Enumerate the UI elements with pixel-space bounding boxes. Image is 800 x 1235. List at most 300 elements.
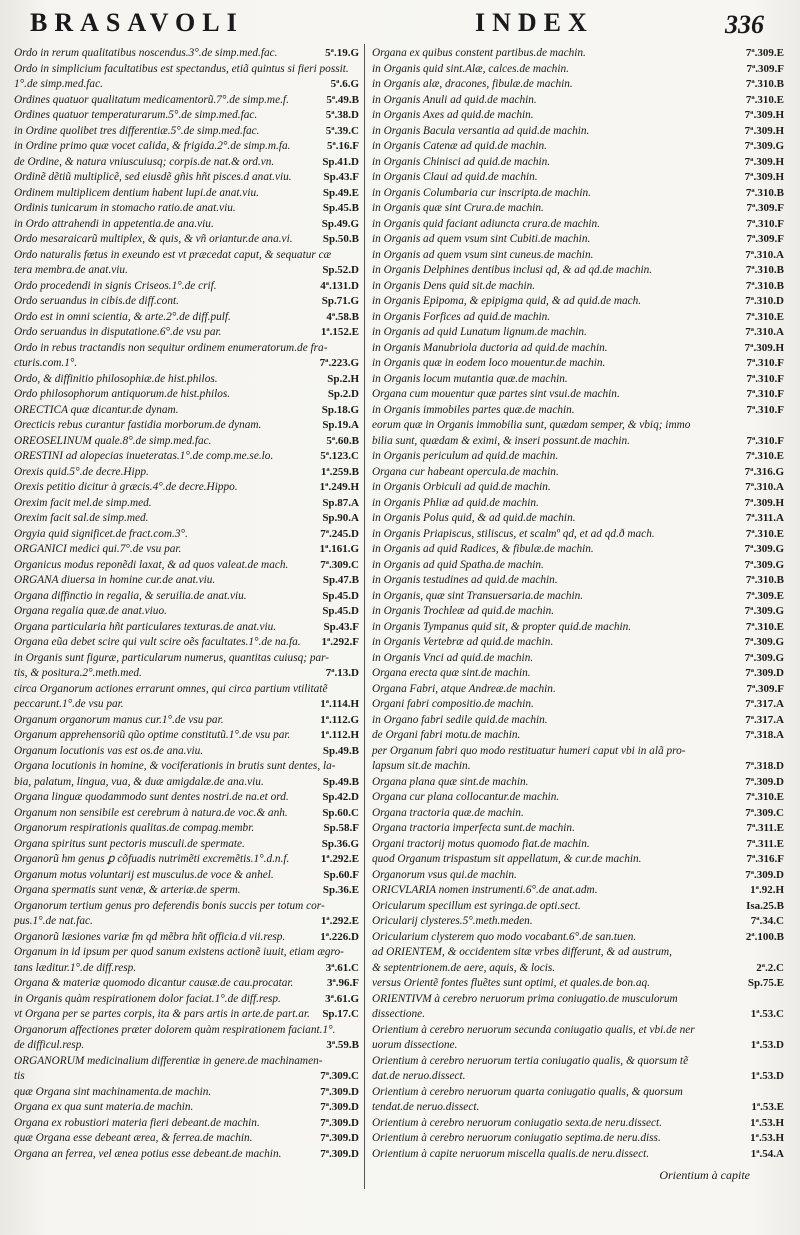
index-entry-text: in Organis Trochleæ ad quid.de machin. <box>372 605 555 617</box>
index-entry-text: Ordinẽ dẽtiũ multiplicẽ, sed eiusdẽ gñis hñt pisces.d anat.viu. <box>14 171 292 183</box>
index-entry-text: in Organis Orbiculi ad quid.de machin. <box>372 481 551 493</box>
index-entry-text: 1°.de simp.med.fac. <box>14 78 103 90</box>
index-entry <box>372 1085 784 1101</box>
index-entry-text: Orgyia quid significet.de fract.com.3°. <box>14 527 188 540</box>
index-entry <box>372 1069 784 1085</box>
index-entry-text: in Organis ad quem vsum sint Cubiti.de machin. <box>372 233 591 245</box>
index-entry-text: in Organis Catenæ ad quid.de machin. <box>372 140 547 152</box>
index-entry-text: Ordo philosophorum antiquorum.de hist.philos. <box>14 388 231 400</box>
index-entry-text: dat.de neruo.dissect. <box>372 1070 466 1082</box>
index-entry-reference: Sp.17.C <box>322 1008 359 1020</box>
index-entry-reference: 7ª.318.A <box>745 729 784 741</box>
index-entry-reference: 7ª.311.E <box>746 822 784 834</box>
index-entry <box>14 139 359 155</box>
index-entry-text: Organa cum mouentur quæ partes sint vsui.de machin. <box>372 388 620 400</box>
index-entry-text: Organorũ hm genus ꝑ cõfuadis nutrimẽti excremẽtis.1°.d.n.f. <box>14 853 290 865</box>
index-entry <box>372 201 784 217</box>
index-entry-reference: 3ª.59.B <box>326 1039 359 1051</box>
index-entry <box>372 589 784 605</box>
index-entry <box>14 1131 359 1147</box>
index-entry-reference: 7ª.309.D <box>745 667 784 679</box>
index-entry-reference: 1ª.161.G <box>319 543 359 555</box>
index-entry-text: in Organis quid faciant adiuncta crura.de machin. <box>372 217 601 230</box>
index-entry-text: tans læditur.1°.de diff.resp. <box>14 961 137 974</box>
index-entry <box>14 930 359 946</box>
index-entry-text: Organa locutionis in homine, & vociferationis in brutis sunt dentes, la- <box>14 760 336 772</box>
index-entry-reference: 7ª.309.C <box>320 558 359 571</box>
index-entry-text: Ordo est in omni scientia, & arte.2°.de diff.pulf. <box>14 310 231 323</box>
index-entry-reference: 7ª.310.A <box>745 326 784 338</box>
index-entry <box>14 914 359 930</box>
index-entry <box>14 372 359 388</box>
index-entry-text: ORICVLARIA nomen instrumenti.6°.de anat.adm. <box>372 884 598 896</box>
index-entry <box>14 511 359 527</box>
index-entry-text: ORECTICA quæ dicantur.de dynam. <box>14 403 179 416</box>
index-entry <box>14 248 359 264</box>
index-entry-reference: 7ª.309.D <box>320 1116 359 1129</box>
index-entry-text: Organa tractoria imperfecta sunt.de machin. <box>372 822 575 834</box>
index-entry-text: Organum organorum manus cur.1°.de vsu par. <box>14 713 224 726</box>
index-entry <box>372 945 784 961</box>
index-entry-reference: Sp.49.E <box>322 186 359 199</box>
index-entry-text: Organum non sensibile est cerebrum à natura.de voc.& anh. <box>14 806 288 819</box>
index-entry-text: Orecticis rebus curantur fastidia morborum.de dynam. <box>14 419 262 431</box>
index-entry <box>14 310 359 326</box>
index-entry <box>14 945 359 961</box>
index-entry <box>14 217 359 233</box>
index-entry <box>372 1116 784 1132</box>
index-entry <box>372 604 784 620</box>
index-entry <box>372 62 784 78</box>
index-entry <box>14 77 359 93</box>
index-entry <box>14 387 359 403</box>
index-entry <box>372 558 784 574</box>
index-entry-reference: 7ª.309.D <box>320 1101 359 1113</box>
index-entry-text: Orientium à capite neruorum miscella qualis.de neru.dissect. <box>372 1147 650 1160</box>
index-entry-text: Ordo in rerum qualitatibus noscendus.3°.de simp.med.fac. <box>14 47 278 59</box>
index-entry <box>14 806 359 822</box>
index-entry <box>372 542 784 558</box>
index-entry-reference: 1ª.292.F <box>321 636 359 648</box>
index-entry-reference: 1ª.259.B <box>320 465 359 478</box>
index-entry-reference: Sp.60.C <box>322 806 359 819</box>
index-entry <box>14 868 359 884</box>
index-entry <box>372 418 784 434</box>
index-entry-text: in Organis Chinisci ad quid.de machin. <box>372 155 551 168</box>
page-header <box>20 8 770 44</box>
index-entry <box>372 1100 784 1116</box>
index-entry <box>372 635 784 651</box>
index-entry-reference: 7ª.309.G <box>744 636 784 648</box>
index-entry-reference: 1ª.112.H <box>320 729 359 741</box>
index-entry-reference: Sp.58.F <box>323 822 359 834</box>
index-entry-text: de difficul.resp. <box>14 1039 85 1051</box>
index-column-left <box>14 46 359 1231</box>
index-entry-reference: Sp.2.H <box>327 372 359 385</box>
index-entry <box>14 759 359 775</box>
index-entry-text: eorum quæ in Organis immobilia sunt, quædam semper, & vbiq; immo <box>372 419 691 431</box>
index-entry-text: Oricularum specillum est syringa.de opti.sect. <box>372 899 581 912</box>
index-entry <box>372 434 784 450</box>
index-entry-text: uorum dissectione. <box>372 1039 458 1051</box>
index-entry-text: Ordo in simplicium facultatibus est spectandus, etiã quintus si fieri possit. <box>14 62 349 75</box>
index-entry <box>372 46 784 62</box>
index-entry <box>14 542 359 558</box>
index-entry-text: in Ordine quolibet tres differentiæ.5°.de simp.med.fac. <box>14 124 260 137</box>
index-entry-reference: 7ª.309.D <box>320 1085 359 1098</box>
index-entry-reference: 7ª.309.H <box>744 109 784 121</box>
index-entry-reference: 1ª.54.A <box>750 1147 784 1160</box>
index-entry <box>372 263 784 279</box>
index-entry-reference: 7ª.309.E <box>745 47 784 59</box>
index-entry-reference: 7ª.311.A <box>745 512 784 524</box>
index-entry-text: Ordinem multiplicem dentium habent lupi.de anat.viu. <box>14 186 259 199</box>
index-entry-text: tis <box>14 1070 25 1082</box>
index-entry-reference: 7ª.310.F <box>746 372 784 385</box>
index-entry-reference: 7ª.309.H <box>744 171 784 183</box>
index-entry <box>372 961 784 977</box>
index-entry <box>372 930 784 946</box>
index-entry-reference: 7ª.309.G <box>744 605 784 617</box>
index-entry-text: Orientium à cerebro neruorum coniugatio sexta.de neru.dissect. <box>372 1116 663 1129</box>
index-entry-text: in Organo fabri sedile quid.de machin. <box>372 713 548 726</box>
index-entry-text: Orientium à cerebro neruorum coniugatio septima.de neru.diss. <box>372 1132 661 1144</box>
index-entry-text: Oricularij clysteres.5°.meth.meden. <box>372 915 533 927</box>
index-entry-text: Organa spiritus sunt pectoris musculi.de spermate. <box>14 837 245 850</box>
index-entry <box>372 775 784 791</box>
index-entry-reference: 7ª.310.A <box>745 248 784 261</box>
index-entry <box>372 372 784 388</box>
index-entry <box>14 1100 359 1116</box>
index-entry-text: Organorũ læsiones variæ fm qd mẽbra hñt officia.d vii.resp. <box>14 930 286 943</box>
index-entry <box>372 914 784 930</box>
index-entry <box>14 620 359 636</box>
index-entry-text: Organa spermatis sunt venæ, & arteriæ.de sperm. <box>14 884 241 896</box>
index-entry-text: Ordo mesaraicarũ multiplex, & quis, & vñ oriantur.de ana.vi. <box>14 233 293 245</box>
index-entry <box>14 821 359 837</box>
index-entry-reference: 7ª.310.E <box>745 450 784 462</box>
index-entry-text: quæ Organa esse debeant ærea, & ferrea.de machin. <box>14 1132 253 1144</box>
index-entry-reference: 7ª.310.B <box>745 279 784 292</box>
index-entry-reference: Sp.19.A <box>322 419 359 431</box>
index-entry-reference: 7ª.309.F <box>746 202 784 214</box>
index-entry <box>372 744 784 760</box>
index-entry-reference: Sp.47.B <box>322 574 359 586</box>
index-entry-reference: Sp.18.G <box>321 403 359 416</box>
index-entry-text: & septentrionem.de aere, aquis, & locis. <box>372 961 556 974</box>
index-entry-text: Ordo, & diffinitio philosophiæ.de hist.philos. <box>14 372 218 385</box>
index-entry-reference: 1ª.53.D <box>750 1070 784 1082</box>
index-entry <box>14 1069 359 1085</box>
index-entry-text: in Organis Vertebræ ad quid.de machin. <box>372 636 554 648</box>
index-entry-text: Organorum tertium genus pro deferendis bonis succis per totum cor- <box>14 899 325 912</box>
index-entry-reference: 7ª.310.B <box>745 78 784 90</box>
index-entry <box>372 1054 784 1070</box>
index-entry-text: per Organum fabri quo modo restituatur humeri caput vbi in alã pro- <box>372 744 686 757</box>
index-entry-text: in Organis quid sint.Alæ, calces.de machin. <box>372 62 569 75</box>
index-entry-reference: Sp.49.B <box>322 775 359 788</box>
page-number: 336 <box>725 10 764 39</box>
running-head-author: BRASAVOLI <box>30 8 244 37</box>
index-entry-text: Ordo in rebus tractandis non sequitur ordinem enumeratorum.de fra- <box>14 341 328 354</box>
index-entry-text: Organa plana quæ sint.de machin. <box>372 775 529 788</box>
index-entry <box>14 434 359 450</box>
index-entry <box>14 775 359 791</box>
index-entry-reference: 7ª.310.F <box>746 434 784 447</box>
catchword: Orientium à capite <box>659 1168 750 1182</box>
index-entry-text: ORGANORUM medicinalium differentiæ in genere.de machinamen- <box>14 1054 323 1067</box>
index-entry-text: Orexis petitio dicitur à græcis.4°.de decre.Hippo. <box>14 481 238 493</box>
index-entry <box>372 449 784 465</box>
index-entry-reference: 7ª.310.F <box>746 357 784 369</box>
index-entry-text: tis, & positura.2°.meth.med. <box>14 667 142 679</box>
index-entry-text: Organa linguæ quodammodo sunt dentes nostri.de na.et ord. <box>14 791 289 803</box>
index-entry <box>372 465 784 481</box>
index-entry-reference: 5ª.6.G <box>330 78 359 90</box>
index-entry-text: Orientium à cerebro neruorum quarta coniugatio qualis, & quorsum <box>372 1085 683 1098</box>
index-entry-text: in Organis, quæ sint Transuersaria.de machin. <box>372 589 584 602</box>
index-entry <box>372 868 784 884</box>
index-entry-text: in Organis ad quid Spatha.de machin. <box>372 558 544 571</box>
index-entry-text: ORIENTIVM à cerebro neruorum prima coniugatio.de musculorum <box>372 992 678 1005</box>
index-entry-text: in Organis Anuli ad quid.de machin. <box>372 93 537 106</box>
index-entry <box>14 883 359 899</box>
index-entry-reference: Sp.52.D <box>322 264 359 276</box>
index-entry-reference: 7ª.310.F <box>746 388 784 400</box>
index-entry-reference: Sp.43.F <box>323 171 359 183</box>
index-entry-text: quod Organum trispastum sit appellatum, & cur.de machin. <box>372 853 642 865</box>
index-entry-reference: 7ª.245.D <box>320 527 359 540</box>
index-entry-text: ORESTINI ad alopecias inueteratas.1°.de comp.me.se.lo. <box>14 450 274 462</box>
index-entry-reference: 7ª.223.G <box>319 357 359 369</box>
index-entry <box>372 248 784 264</box>
index-entry <box>14 666 359 682</box>
index-entry-reference: 1ª.53.D <box>750 1039 784 1051</box>
index-entry-text: in Organis Dens quid sit.de machin. <box>372 279 536 292</box>
index-entry <box>14 1085 359 1101</box>
index-entry <box>372 108 784 124</box>
index-entry-reference: 1ª.53.H <box>750 1116 784 1129</box>
index-entry <box>14 682 359 698</box>
index-entry-text: in Organis Manubriola ductoria ad quid.de machin. <box>372 341 608 354</box>
index-entry-reference: Sp.49.B <box>322 744 359 757</box>
index-entry <box>14 1007 359 1023</box>
index-entry-text: in Organis Forfices ad quid.de machin. <box>372 310 551 323</box>
index-entry-reference: 7ª.309.G <box>744 543 784 555</box>
index-entry-text: in Organis Phliæ ad quid.de machin. <box>372 496 539 509</box>
index-entry-reference: 7ª.309.F <box>746 682 784 695</box>
index-entry-reference: 5ª.16.F <box>326 140 359 152</box>
index-entry-text: Orexim facit sal.de simp.med. <box>14 512 149 524</box>
index-entry-reference: 7ª.309.F <box>746 233 784 245</box>
index-entry-reference: 7ª.309.D <box>745 775 784 788</box>
index-entry-reference: Sp.2.D <box>327 388 359 400</box>
index-entry-text: in Organis locum mutantia quæ.de machin. <box>372 372 568 385</box>
index-entry-text: lapsum sit.de machin. <box>372 760 471 772</box>
index-entry <box>372 852 784 868</box>
index-entry-reference: 4ª.131.D <box>320 279 359 292</box>
index-entry <box>14 155 359 171</box>
index-entry-reference: 1ª.112.G <box>320 713 359 726</box>
index-entry <box>372 1131 784 1147</box>
index-entry-reference: Sp.75.E <box>747 977 784 989</box>
index-entry <box>372 821 784 837</box>
index-entry <box>372 232 784 248</box>
index-entry <box>14 263 359 279</box>
index-entry-reference: 7ª.13.D <box>325 667 359 679</box>
index-entry <box>372 573 784 589</box>
index-entry-text: Ordines quatuor temperaturarum.5°.de simp.med.fac. <box>14 109 258 121</box>
index-entry <box>372 387 784 403</box>
index-column-right <box>372 46 784 1196</box>
index-entry-text: OREOSELINUM quale.8°.de simp.med.fac. <box>14 434 212 447</box>
index-entry-reference: Isa.25.B <box>746 899 784 912</box>
index-entry-reference: Sp.45.D <box>322 605 359 617</box>
index-entry <box>14 1147 359 1163</box>
index-entry-text: in Organis sunt figuræ, particularum numerus, quantitas cuiusq; par- <box>14 651 330 664</box>
index-entry-reference: 5ª.49.B <box>326 93 359 106</box>
index-entry-reference: 7ª.310.E <box>745 791 784 803</box>
index-entry-text: in Organis alæ, dracones, fibulæ.de machin. <box>372 78 573 90</box>
index-entry <box>372 279 784 295</box>
index-entry <box>14 108 359 124</box>
index-entry <box>372 1007 784 1023</box>
index-entry-reference: Sp.43.F <box>323 620 359 633</box>
index-entry-text: bia, palatum, lingua, vua, & duæ amigdalæ.de ana.viu. <box>14 775 264 788</box>
index-entry-text: Organorum affectiones præter dolorem quàm respirationem faciant.1°. <box>14 1023 336 1036</box>
index-entry <box>14 1038 359 1054</box>
index-entry-text: in Organis Vnci ad quid.de machin. <box>372 651 534 664</box>
index-entry-reference: 1ª.226.D <box>320 930 359 943</box>
index-entry-reference: 7ª.309.G <box>744 140 784 152</box>
index-entry-reference: 7ª.310.B <box>745 264 784 276</box>
index-entry-text: Organa cur plana collocantur.de machin. <box>372 791 560 803</box>
index-entry-text: Orexim facit mel.de simp.med. <box>14 496 152 509</box>
index-entry-reference: 3ª.96.F <box>326 977 359 989</box>
index-entry-text: circa Organorum actiones errarunt omnes, qui circa partium vtilitatẽ <box>14 682 328 695</box>
index-entry-text: Organorum respirationis qualitas.de compag.membr. <box>14 822 255 834</box>
index-entry-text: vt Organa per se partes corpis, ita & pars artis in arte.de part.ar. <box>14 1008 310 1020</box>
index-entry-reference: 7ª.311.E <box>746 837 784 850</box>
index-entry-text: dissectione. <box>372 1008 426 1020</box>
index-entry-reference: 4ª.58.B <box>326 310 359 323</box>
index-entry-text: Organa ex quibus constent partibus.de machin. <box>372 47 586 59</box>
index-entry-text: Organorum vsus qui.de machin. <box>372 868 517 881</box>
index-entry-text: de Organi fabri motu.de machin. <box>372 729 521 741</box>
index-entry <box>372 170 784 186</box>
index-entry <box>372 1038 784 1054</box>
index-entry-reference: 7ª.309.H <box>744 124 784 137</box>
index-entry-text: in Organis ad quem vsum sint cuneus.de machin. <box>372 248 594 261</box>
index-entry-text: Organa ex qua sunt materia.de machin. <box>14 1101 194 1113</box>
index-entry-reference: Sp.90.A <box>322 512 359 524</box>
index-entry <box>14 837 359 853</box>
index-entry-reference: 7ª.318.D <box>745 760 784 772</box>
index-entry <box>372 527 784 543</box>
index-entry <box>372 976 784 992</box>
index-entry-reference: 7ª.309.G <box>744 558 784 571</box>
index-entry-reference: 7ª.309.C <box>320 1070 359 1082</box>
index-entry <box>372 217 784 233</box>
index-entry <box>14 232 359 248</box>
index-entry-text: Organa ex robustiori materia fieri debeant.de machin. <box>14 1116 260 1129</box>
index-entry <box>14 325 359 341</box>
index-entry-reference: Sp.42.D <box>322 791 359 803</box>
index-entry-text: Organa & materiæ quomodo dicantur causæ.de cau.procatar. <box>14 977 294 989</box>
index-entry-reference: 1ª.292.E <box>320 915 359 927</box>
index-entry-text: Ordinis tunicarum in stomacho ratio.de anat.viu. <box>14 202 236 214</box>
index-entry <box>14 992 359 1008</box>
index-entry-reference: 7ª.317.A <box>745 698 784 710</box>
index-entry-reference: 7ª.310.B <box>745 186 784 199</box>
index-entry-text: Organi tractorij motus quomodo fiat.de machin. <box>372 837 590 850</box>
index-entry <box>372 666 784 682</box>
index-entry <box>372 790 784 806</box>
index-entry-reference: 2ª.2.C <box>756 961 784 974</box>
index-entry-text: in Organis Axes ad quid.de machin. <box>372 109 534 121</box>
index-entry <box>372 480 784 496</box>
index-entry <box>14 728 359 744</box>
index-entry-reference: Sp.45.D <box>322 589 359 602</box>
index-entry <box>372 93 784 109</box>
index-entry <box>14 124 359 140</box>
index-entry-text: in Organis Columbaria cur inscripta.de machin. <box>372 186 591 199</box>
index-entry <box>372 310 784 326</box>
index-entry-text: in Organis Epipoma, & epipigma quid, & ad quid.de mach. <box>372 295 642 307</box>
index-entry-text: quæ Organa sint machinamenta.de machin. <box>14 1085 212 1098</box>
column-divider <box>364 44 365 1189</box>
index-entry <box>372 1147 784 1163</box>
index-entry-text: Oricularium clysterem quo modo vocabant.6°.de san.tuen. <box>372 930 637 943</box>
index-entry <box>372 511 784 527</box>
index-entry <box>14 418 359 434</box>
index-entry-text: in Organis Claui ad quid.de machin. <box>372 171 538 183</box>
index-entry <box>14 635 359 651</box>
index-entry-reference: 1ª.114.H <box>320 698 359 710</box>
index-entry-reference: 7ª.309.C <box>745 806 784 819</box>
index-entry-text: in Organis quæ sint Crura.de machin. <box>372 202 544 214</box>
index-entry <box>14 697 359 713</box>
index-entry-text: Ordo seruandus in cibis.de diff.cont. <box>14 295 179 307</box>
index-entry <box>372 992 784 1008</box>
index-entry <box>372 713 784 729</box>
index-entry-text: Orexis quid.5°.de decre.Hipp. <box>14 465 149 478</box>
index-entry-reference: 7ª.310.F <box>746 217 784 230</box>
index-entry-reference: 7ª.310.E <box>745 310 784 323</box>
index-entry <box>14 465 359 481</box>
index-entry <box>372 620 784 636</box>
index-entry-text: Organicus modus reponẽdi laxat, & ad quos valeat.de mach. <box>14 558 289 571</box>
index-entry <box>372 139 784 155</box>
index-entry-text: in Organis Bacula versantia ad quid.de machin. <box>372 124 590 137</box>
index-entry-text: Organa erecta quæ sint.de machin. <box>372 667 531 679</box>
index-entry <box>14 604 359 620</box>
index-entry-reference: 1ª.53.C <box>750 1008 784 1020</box>
index-entry-reference: 5ª.123.C <box>320 450 359 462</box>
index-entry <box>372 325 784 341</box>
index-entry-reference: 3ª.61.G <box>325 992 359 1005</box>
index-entry-text: peccarunt.1°.de vsu par. <box>14 698 124 710</box>
index-entry <box>14 790 359 806</box>
index-entry <box>14 713 359 729</box>
index-entry-text: Organum apprehensoriũ qũo optime constitutũ.1°.de vsu par. <box>14 729 291 741</box>
index-entry <box>14 558 359 574</box>
index-entry <box>14 651 359 667</box>
index-entry-reference: 1ª.53.H <box>750 1132 784 1144</box>
index-entry <box>14 170 359 186</box>
index-entry-reference: Sp.60.F <box>323 868 359 881</box>
index-entry-reference: 7ª.310.B <box>745 574 784 586</box>
